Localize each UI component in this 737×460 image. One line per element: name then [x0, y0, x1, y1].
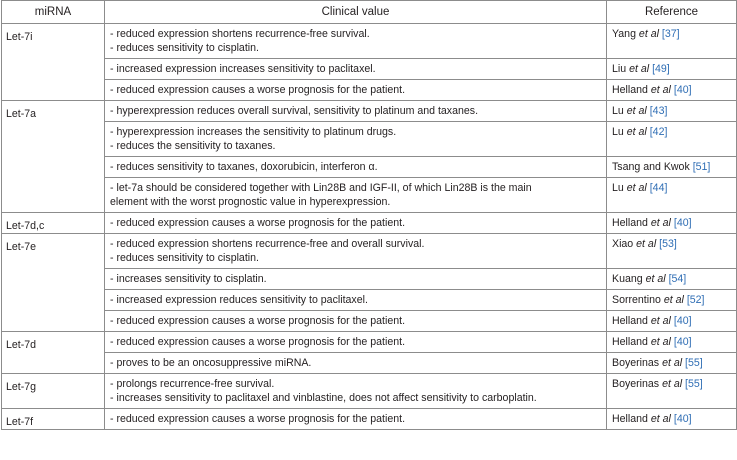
reference-cell: [607, 353, 737, 374]
clinical-value-line: - increased expression reduces sensitivity to paclitaxel.: [110, 294, 368, 306]
reference-cell: [607, 80, 737, 101]
reference-citation-link[interactable]: [52]: [686, 294, 705, 306]
reference-cell: [607, 409, 737, 430]
reference-citation-link[interactable]: [42]: [649, 126, 668, 138]
mirna-cell: Let-7e: [2, 234, 105, 332]
reference-author: Helland: [612, 336, 648, 348]
table-row: [2, 101, 737, 122]
table-row: [2, 213, 737, 234]
clinical-value-cell: [105, 269, 607, 290]
mirna-cell: Let-7g: [2, 374, 105, 409]
reference-author: Kuang: [612, 273, 643, 285]
clinical-value-line: - let-7a should be considered together with Lin28B and IGF-II, of which Lin28B is the main: [110, 182, 532, 194]
clinical-value-line: - reduced expression causes a worse prognosis for the patient.: [110, 315, 406, 327]
mirna-cell: Let-7a: [2, 101, 105, 213]
reference-et-al: et al: [636, 238, 657, 250]
reference-cell: [607, 213, 737, 234]
clinical-value-cell: [105, 101, 607, 122]
reference-citation-link[interactable]: [40]: [673, 315, 692, 327]
reference-author: Helland: [612, 413, 648, 425]
reference-author: Liu: [612, 63, 627, 75]
reference-author: Helland: [612, 84, 648, 96]
table-row: [2, 178, 737, 213]
reference-citation-link[interactable]: [49]: [652, 63, 670, 75]
table-row: [2, 269, 737, 290]
table-row: [2, 332, 737, 353]
reference-citation-link[interactable]: [54]: [668, 273, 687, 285]
reference-cell: [607, 178, 737, 213]
clinical-value-line: - proves to be an oncosuppressive miRNA.: [110, 357, 312, 369]
reference-citation-link[interactable]: [40]: [673, 413, 692, 425]
reference-citation-link[interactable]: [40]: [673, 336, 692, 348]
clinical-value-cell: [105, 24, 607, 59]
reference-et-al: et al: [629, 63, 650, 75]
reference-author: Boyerinas: [612, 357, 660, 369]
reference-cell: [607, 101, 737, 122]
clinical-value-cell: [105, 122, 607, 157]
clinical-value-cell: [105, 59, 607, 80]
clinical-value-line: - hyperexpression increases the sensitivity to platinum drugs.: [110, 126, 397, 138]
header-clinical-value: Clinical value: [105, 1, 607, 24]
reference-citation-link[interactable]: [55]: [685, 378, 703, 390]
reference-et-al: et al: [663, 294, 684, 306]
reference-cell: [607, 24, 737, 59]
reference-author: Lu: [612, 126, 624, 138]
clinical-value-cell: [105, 353, 607, 374]
clinical-value-line: - reduced expression causes a worse prognosis for the patient.: [110, 413, 406, 425]
clinical-value-cell: [105, 157, 607, 178]
mirna-cell: Let-7d,c: [2, 213, 105, 234]
clinical-value-cell: [105, 80, 607, 101]
clinical-value-line: element with the worst prognostic value in hyperexpression.: [110, 196, 391, 208]
reference-citation-link[interactable]: [40]: [673, 84, 692, 96]
header-row: [2, 1, 737, 24]
reference-citation-link[interactable]: [43]: [649, 105, 668, 117]
reference-et-al: et al: [645, 273, 666, 285]
table-row: [2, 409, 737, 430]
reference-et-al: et al: [662, 378, 683, 390]
reference-et-al: et al: [626, 182, 647, 194]
mirna-clinical-table: [1, 0, 737, 430]
reference-et-al: et al: [626, 105, 647, 117]
table-row: [2, 80, 737, 101]
clinical-value-line: - reduces sensitivity to taxanes, doxorubicin, interferon α.: [110, 161, 378, 173]
clinical-value-line: - increases sensitivity to paclitaxel and vinblastine, does not affect sensitivity to carboplatin.: [110, 392, 537, 404]
clinical-value-cell: [105, 374, 607, 409]
table-row: [2, 290, 737, 311]
reference-author: Yang: [612, 28, 636, 40]
clinical-value-line: - hyperexpression reduces overall survival, sensitivity to platinum and taxanes.: [110, 105, 479, 117]
reference-author: Xiao: [612, 238, 634, 250]
reference-author: Helland: [612, 217, 648, 229]
clinical-value-cell: [105, 178, 607, 213]
reference-cell: [607, 157, 737, 178]
reference-author: Lu: [612, 182, 624, 194]
reference-et-al: et al: [650, 217, 671, 229]
clinical-value-line: - reduced expression shortens recurrence-free survival.: [110, 28, 370, 40]
reference-citation-link[interactable]: [53]: [659, 238, 677, 250]
clinical-value-line: - reduces sensitivity to cisplatin.: [110, 42, 259, 54]
table-row: [2, 59, 737, 80]
reference-citation-link[interactable]: [51]: [692, 161, 711, 173]
clinical-value-line: - reduces the sensitivity to taxanes.: [110, 140, 276, 152]
reference-cell: [607, 332, 737, 353]
reference-cell: [607, 59, 737, 80]
reference-author: Tsang and Kwok: [612, 161, 690, 173]
reference-author: Lu: [612, 105, 624, 117]
clinical-value-cell: [105, 409, 607, 430]
table-row: [2, 311, 737, 332]
reference-et-al: et al: [638, 28, 659, 40]
reference-cell: [607, 269, 737, 290]
reference-et-al: et al: [662, 357, 683, 369]
table-body: [2, 24, 737, 430]
reference-cell: [607, 234, 737, 269]
clinical-value-line: - increased expression increases sensitivity to paclitaxel.: [110, 63, 376, 75]
clinical-value-cell: [105, 213, 607, 234]
mirna-cell: Let-7d: [2, 332, 105, 374]
clinical-value-line: - reduced expression causes a worse prognosis for the patient.: [110, 336, 406, 348]
clinical-value-line: - reduces sensitivity to cisplatin.: [110, 252, 259, 264]
clinical-value-line: - reduced expression causes a worse prognosis for the patient.: [110, 217, 406, 229]
reference-cell: [607, 290, 737, 311]
clinical-value-line: - reduced expression causes a worse prognosis for the patient.: [110, 84, 406, 96]
reference-et-al: et al: [650, 315, 671, 327]
reference-cell: [607, 374, 737, 409]
clinical-value-cell: [105, 332, 607, 353]
clinical-value-cell: [105, 311, 607, 332]
table-row: [2, 122, 737, 157]
table-row: [2, 24, 737, 59]
reference-citation-link[interactable]: [40]: [673, 217, 692, 229]
reference-cell: [607, 122, 737, 157]
table-row: [2, 157, 737, 178]
reference-cell: [607, 311, 737, 332]
reference-author: Sorrentino: [612, 294, 661, 306]
reference-citation-link[interactable]: [44]: [649, 182, 668, 194]
reference-author: Helland: [612, 315, 648, 327]
mirna-cell: Let-7f: [2, 409, 105, 430]
reference-et-al: et al: [650, 336, 671, 348]
clinical-value-cell: [105, 290, 607, 311]
header-reference: Reference: [607, 1, 737, 24]
clinical-value-line: - increases sensitivity to cisplatin.: [110, 273, 267, 285]
reference-et-al: et al: [626, 126, 647, 138]
reference-et-al: et al: [650, 84, 671, 96]
reference-citation-link[interactable]: [55]: [685, 357, 703, 369]
reference-et-al: et al: [650, 413, 671, 425]
table-row: [2, 374, 737, 409]
reference-citation-link[interactable]: [37]: [661, 28, 680, 40]
clinical-value-cell: [105, 234, 607, 269]
mirna-cell: Let-7i: [2, 24, 105, 101]
reference-author: Boyerinas: [612, 378, 660, 390]
table-row: [2, 234, 737, 269]
table-row: [2, 353, 737, 374]
header-mirna: miRNA: [2, 1, 105, 24]
clinical-value-line: - reduced expression shortens recurrence-free and overall survival.: [110, 238, 425, 250]
clinical-value-line: - prolongs recurrence-free survival.: [110, 378, 275, 390]
